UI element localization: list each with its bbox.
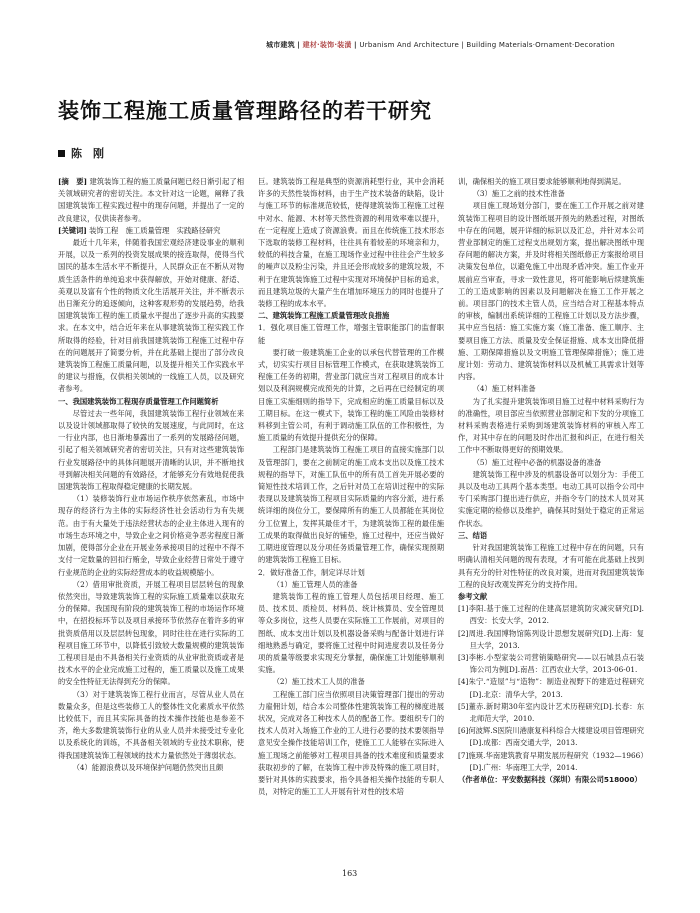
page-number: 163 (342, 869, 358, 878)
author-name: 陈 刚 (71, 147, 104, 160)
reference-item: [7]施瑛.华南建筑教育早期发展历程研究（1932—1966）[D].广州：华南理工大学，2014. (458, 750, 644, 772)
reference-item: [4]朱宁.“造屋”与“造物”：制造业视野下的建造过程研究[D].北京：清华大学，2013. (458, 677, 644, 699)
paragraph: （3）施工之前的技术性准备 (472, 189, 565, 199)
paragraph: （4）施工材料准备 (472, 384, 536, 394)
reference-item: [2]周进.我国博物馆陈列设计思想发展研究[D].上海：复旦大学，2013. (458, 628, 644, 650)
paragraph: 1．强化项目施工管理工作，增强主管职能部门的监督职能 (258, 323, 444, 345)
paragraph: （5）施工过程中必备的机器设备的准备 (472, 457, 602, 467)
paragraph: 针对我国建筑装饰工程施工过程中存在的问题，只有明确认清相关问题的现有表现，才有可能在此基础上找到具有充分的针对性特征的改良对策，进而对我国建筑装饰工程的良好改观发挥充分的支持作用。 (458, 543, 644, 589)
paragraph: 巨。建筑装饰工程是典型的资源消耗型行业，其中会消耗许多的天然性装饰材料，由于生产技术装备的缺陷，设计与施工环节的标准规范较低，使得建筑装饰工程施工过程中对水、能源、木材等天然性资源的利用效率难以提升，在一定程度上造成了资源浪费。而且在传统施工技术形态下选取的装修工程材料，往往具有着较差的环境亲和力，较低的科技含量，在施工现场作业过程中往往会产生较多的噪声以及粉尘污染，并且还会形成较多的建筑垃圾，不利于在建筑装饰施工过程中实现对环境保护目标的追求，而且建筑垃圾的大量产生在增加环境压力的同时也提升了装修工程的成本水平。 (258, 177, 444, 309)
keywords (58, 225, 244, 237)
paragraph: （1）装修装饰行业市场运作秩序依然紊乱，市场中现存的经济行为主体的实际经济性社会活动行为有失规范。由于有大量处于违法经营状态的企业主体进入现有的市场生态环境之中，导致企业之间价格竞争恶劣程度日渐加剧，使得部分企业在开展业务承接项目的过程中不得不支付一定数量的回扣行贿金，导致企业经营日常处于遵守行业规范的企业的实际经营成本的收益规模缩小。 (58, 494, 244, 577)
paragraph: （1）施工管理人员的准备 (272, 579, 358, 589)
journal-en-subtitle: Building Materials·Ornament·Decoration (466, 41, 615, 49)
paragraph: 训，确保相关的施工项目要求能够顺利地得到满足。 (458, 177, 626, 186)
abstract-text: 建筑装饰工程的施工质量问题已经日渐引起了相关领域研究者的密切关注。本文针对这一论题，阐释了我国建筑装饰工程实践过程中的现存问题，并提出了一定的改良建议，仅供读者参考。 (58, 177, 244, 223)
column-2 (258, 176, 444, 798)
reference-item: [5]董赤.新时期30年室内设计艺术历程研究[D].长春：东北师范大学，2010. (458, 701, 644, 723)
paragraph: （4）能源浪费以及环境保护问题仍然突出且颇 (72, 762, 224, 772)
paragraph: 最近十几年来，伴随着我国宏观经济建设事业的顺利开展，以及一系列的投资发展成果的接连取得，使得当代国民的基本生活水平不断提升，人民群众正在不断从对物质生活条件的单纯追求中获得解放，开始对健康、舒适、美观以及富有个性的物质文化生活展开关注，并不断表示出日渐充分的追逐倾向，这种客观形势的发展趋势，给我国建筑装饰工程的施工质量水平提出了逐步升高的实践要求。在本文中，结合近年来在从事建筑装饰工程实践工作所取得的经验，针对目前我国建筑装饰工程施工过程中存在的问题展开了简要分析，并在此基础上提出了部分改良建筑装饰工程施工质量问题，以及提升相关工作实践水平的建议与措施，仅供相关领域的一线施工人员，以及研究者参考。 (58, 238, 244, 394)
abstract-label: [摘 要] (58, 177, 88, 186)
keywords-text: 装饰工程 施工质量管理 实践路径研究 (89, 225, 221, 235)
section-heading: 一、我国建筑装饰工程现存质量管理工作问题简析 (58, 396, 219, 406)
square-bullet-icon (58, 150, 65, 157)
paragraph: （2）借用审批资质，开展工程项目层层转包的现象依然突出，导致建筑装饰工程的实际施工质量难以获取充分的保障。我国现有阶段的建筑装饰工程的市场运作环境中，在招投标环节以及项目承接环节依然存在着许多的审批资质借用以及层层转包现象，同时往往在进行实际的工程项目施工环节中，以降低引致较大数量规模的建筑装饰工程项目是由不具备相关行业资质的从业审批资质或者是技术水平的企业完成施工过程的，施工质量以及施工成果的安全性特征无法得到充分的保障。 (58, 579, 244, 687)
paragraph: 建筑装饰工程的施工管理人员包括项目经理、施工员、技术员、质检员、材料员、统计核算员、安全管理员等众多岗位，这些人员要在实际施工工作展前，对项目的图纸、成本支出计划以及机器设备采购与配备计划进行详细地熟悉与确定，要将施工过程中时间进度表以及任务分项的质量等级要求实现充分掌握，确保施工计划能够顺利实施。 (258, 591, 444, 675)
paragraph: 尽管过去一些年间，我国建筑装饰工程行业领域在来以及设计领域都取得了较快的发展速度，与此同时，在这一行业内部，也日渐地暴露出了一系列的发展路径问题，引起了相关领域研究者的密切关注，只有对这些建筑装饰行业发展路径中的具体问题展开清晰的认识，并不断地找寻到解决相关问题的有效路径，才能够充分有效地促使我国建筑装饰工程取得稳定健康的长期发展。 (58, 408, 244, 492)
paragraph: 项目施工现场划分部门，要在施工工作开展之前对建筑装饰工程项目的设计图纸展开预先的熟悉过程，对图纸中存在的问题，展开详细的标识以及汇总，并针对本公司营业部制定的施工过程支出规划方案，提出解决图纸中现存问题的解决方案，并及时将相关图纸修正方案报给项目决策发包单位，以避免施工中出现矛盾冲突。施工作业开展前应当审查，寻求一致性意见，将可能影响后续建筑施工的工造成影响的因素以及问题解决在施工工作开展之前。项目部门的技术主管人员，应当结合对工程基本特点的审核，编制出系统详细的工程施工计划以及方法步骤，其中应当包括：施工实施方案（施工准备、施工顺序、主要项目施工方法、质量及安全保证措施、成本支出降低措施、工期保障措施以及文明施工管理保障措施）；施工进度计划：劳动力、建筑装饰材料以及机械工具需求计划等内容。 (458, 201, 644, 382)
paragraph: 建筑装饰工程中涉及的机器设备可以划分为：手使工具以及电动工具两个基本类型。电动工具可以指令公司中专门采购部门提出进行供应，并指令专门的技术人员对其实施定期的检修以及维护，确保其时刻处于稳定的正常运作状态。 (458, 469, 644, 528)
article-title: 装饰工程施工质量管理路径的若干研究 (58, 99, 432, 123)
paragraph: 2．做好准备工作，制定详尽计划 (258, 567, 365, 577)
reference-item: [6]何波辉.S医院川港康复科科综合大楼建设项目管理研究[D].成都：西南交通大学，2013. (458, 726, 644, 748)
column-3 (458, 176, 644, 786)
paragraph: （2）施工技术工人员的准备 (272, 677, 365, 687)
paragraph: 工程施工部门应当依照项目决策管理部门提出的劳动力雇佣计划，结合本公司整体性建筑装饰工程的梯度进展状况，完成对各工种技术人员的配备工作。要组织专门的技术人员对入场施工作业的工人进行必要的技术要领指导意见安全操作技能培训工作，使施工工人能够在实际进入施工现场之前能够对工程项目具备的技术难度和质量要求获取初步的了解，在装饰工程中涉及特殊的施工项目时，要针对具体的实践要求，指令具备相关操作技能的专职人员，对特定的施工工人开展有针对性的技术培 (258, 689, 444, 797)
reference-item: [1]李阳.基于施工过程的住建高层建筑防灾减灾研究[D].西安：长安大学，2012. (458, 604, 644, 626)
author-affiliation: （作者单位：平安数据科技（深圳）有限公司518000） (458, 774, 642, 784)
section-heading: 二、建筑装饰工程施工质量管理改良措施 (258, 311, 390, 321)
column-1 (58, 176, 244, 774)
journal-cn-title: 城市建筑 (266, 41, 295, 49)
paragraph: （3）对于建筑装饰工程行业而言，尽管从业人员在数量众多，但是这些装修工人的整体性文化素质水平依然比较低下，而且其实际具备的技术操作技能也是参差不齐，绝大多数建筑装饰行业的从业人员并未接受过专业化以及系统化的训练，不具备相关领域的专业技术职称，使得我国建筑装饰工程领域的技术力量依然处于薄弱状态。 (58, 689, 244, 760)
keywords-label: [关键词] (58, 225, 87, 235)
section-heading: 三、结语 (458, 530, 488, 540)
paragraph: 工程部门是建筑装饰工程施工项目的直接实施部门以及管理部门，要在之前制定的施工成本支出以及施工技术规程的指导下，对施工队伍中的所有员工首先开展必要的简短性技术培训工作，之后针对员工在培训过程中的实际表现以及建筑装饰工程项目实际质量的内容分派，进行系统详细的岗位分工，要保障所有的施工人员都能在其岗位分工位置上，发挥其最佳才干，为建筑装饰工程的最佳施工成果的取得做出良好的铺垫，施工过程中，还应当做好工期进度管理以及分项任务质量管理工作，确保实现预期的建筑装饰工程施工目标。 (258, 445, 444, 565)
paragraph: 要打破一般建筑施工企业的以承包代替管理的工作模式，切实实行项目目标管理工作模式，在获取建筑装饰工程施工任务的初期，营业部门就应当对工程项目的成本计划以及利润规模完成预先的计算，之后再在已经制定的项目施工实施细则的指导下，完成相应的施工质量目标以及工期目标。在这一模式下，装饰工程的施工风险由装修材料移到主管公司，有利于调动施工队伍的工作积极性，为施工质量的有效提升提供充分的保障。 (258, 347, 444, 443)
author-line (58, 145, 104, 161)
paragraph: 为了扎实提升建筑装饰项目施工过程中材料采购行为的准确性，项目部应当依照营业部制定和下发的分项施工材料采购表格进行采购到场建筑装饰材料的审核入库工作，对其中存在的问题及时作出汇报和纠正，在进行相关工作中不断取得更好的预期效果。 (458, 396, 644, 455)
journal-cn-subtitle: 建材·装饰·装潢 (302, 41, 352, 49)
reference-item: [3]李彬.小型家装公司营销策略研究——以石城县点石装饰公司为例[D].南昌：江西农业大学，2013-06-01. (458, 652, 644, 675)
column-1-body (58, 237, 244, 774)
references-heading: 参考文献 (458, 591, 488, 601)
journal-header: 城市建筑 | 建材·装饰·装潢 | Urbanism And Architecture | Building Materials·Ornament·Decoration (266, 41, 615, 49)
journal-en-title: Urbanism And Architecture (359, 41, 459, 49)
abstract (58, 176, 244, 225)
